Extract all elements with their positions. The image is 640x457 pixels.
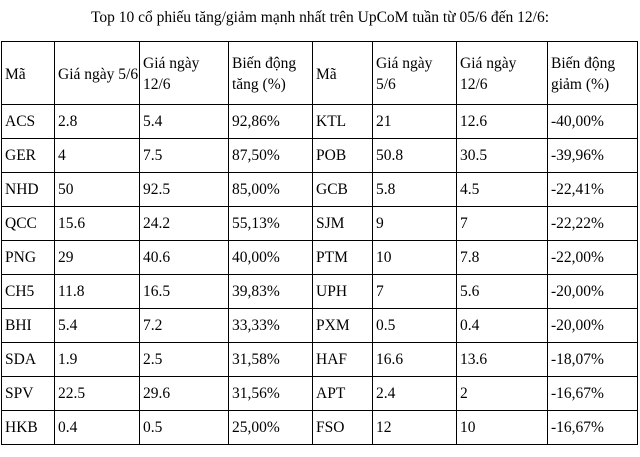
- cell-code-gainer: SDA: [2, 343, 55, 377]
- stock-movers-table: [1, 41, 638, 445]
- cell-price-12-6-loser: 10: [457, 411, 548, 445]
- cell-price-5-6-gainer: 50: [55, 173, 140, 207]
- cell-code-loser: KTL: [313, 105, 373, 139]
- cell-change-up: 40,00%: [229, 241, 313, 275]
- table-row: [2, 241, 638, 275]
- cell-code-loser: PTM: [313, 241, 373, 275]
- cell-change-up: 31,58%: [229, 343, 313, 377]
- header-row: [2, 42, 638, 105]
- cell-code-gainer: BHI: [2, 309, 55, 343]
- header-price-12-6-gainers: Giá ngày 12/6: [140, 42, 229, 105]
- cell-price-5-6-gainer: 11.8: [55, 275, 140, 309]
- cell-price-5-6-loser: 21: [373, 105, 457, 139]
- cell-change-down: -16,67%: [548, 377, 638, 411]
- header-code-gainers: Mã: [2, 42, 55, 105]
- cell-price-12-6-loser: 7.8: [457, 241, 548, 275]
- cell-price-12-6-loser: 12.6: [457, 105, 548, 139]
- cell-price-12-6-gainer: 29.6: [140, 377, 229, 411]
- header-price-5-6-losers: Giá ngày 5/6: [373, 42, 457, 105]
- header-change-down: Biến động giảm (%): [548, 42, 638, 105]
- cell-code-gainer: PNG: [2, 241, 55, 275]
- cell-code-gainer: HKB: [2, 411, 55, 445]
- table-caption: Top 10 cổ phiếu tăng/giảm mạnh nhất trên UpCoM tuần từ 05/6 đến 12/6:: [90, 9, 550, 26]
- cell-price-12-6-gainer: 0.5: [140, 411, 229, 445]
- cell-change-up: 39,83%: [229, 275, 313, 309]
- cell-price-12-6-gainer: 7.2: [140, 309, 229, 343]
- cell-price-12-6-loser: 4.5: [457, 173, 548, 207]
- header-change-up: Biến động tăng (%): [229, 42, 313, 105]
- cell-price-12-6-loser: 5.6: [457, 275, 548, 309]
- cell-price-5-6-loser: 7: [373, 275, 457, 309]
- cell-price-5-6-loser: 2.4: [373, 377, 457, 411]
- cell-price-12-6-loser: 13.6: [457, 343, 548, 377]
- cell-code-loser: HAF: [313, 343, 373, 377]
- cell-price-12-6-loser: 7: [457, 207, 548, 241]
- cell-price-5-6-loser: 16.6: [373, 343, 457, 377]
- cell-price-12-6-gainer: 16.5: [140, 275, 229, 309]
- cell-price-12-6-gainer: 7.5: [140, 139, 229, 173]
- cell-change-down: -22,41%: [548, 173, 638, 207]
- cell-code-gainer: SPV: [2, 377, 55, 411]
- cell-price-5-6-gainer: 4: [55, 139, 140, 173]
- header-price-5-6-gainers: Giá ngày 5/6: [55, 42, 140, 105]
- cell-change-up: 92,86%: [229, 105, 313, 139]
- cell-change-down: -18,07%: [548, 343, 638, 377]
- cell-change-up: 25,00%: [229, 411, 313, 445]
- header-price-12-6-losers: Giá ngày 12/6: [457, 42, 548, 105]
- cell-code-loser: PXM: [313, 309, 373, 343]
- table-row: [2, 411, 638, 445]
- cell-code-loser: GCB: [313, 173, 373, 207]
- cell-price-12-6-gainer: 2.5: [140, 343, 229, 377]
- cell-price-5-6-gainer: 29: [55, 241, 140, 275]
- cell-code-gainer: QCC: [2, 207, 55, 241]
- cell-price-5-6-loser: 10: [373, 241, 457, 275]
- cell-price-5-6-gainer: 1.9: [55, 343, 140, 377]
- cell-price-12-6-gainer: 92.5: [140, 173, 229, 207]
- cell-change-down: -16,67%: [548, 411, 638, 445]
- cell-change-down: -20,00%: [548, 309, 638, 343]
- table-row: [2, 343, 638, 377]
- cell-price-5-6-loser: 5.8: [373, 173, 457, 207]
- cell-price-5-6-gainer: 2.8: [55, 105, 140, 139]
- cell-price-5-6-gainer: 5.4: [55, 309, 140, 343]
- cell-price-5-6-gainer: 0.4: [55, 411, 140, 445]
- header-code-losers: Mã: [313, 42, 373, 105]
- cell-price-12-6-loser: 0.4: [457, 309, 548, 343]
- cell-change-down: -22,22%: [548, 207, 638, 241]
- cell-price-5-6-loser: 50.8: [373, 139, 457, 173]
- cell-code-loser: APT: [313, 377, 373, 411]
- table-row: [2, 377, 638, 411]
- table-row: [2, 275, 638, 309]
- table-row: [2, 207, 638, 241]
- cell-code-loser: UPH: [313, 275, 373, 309]
- cell-price-5-6-loser: 9: [373, 207, 457, 241]
- cell-change-down: -40,00%: [548, 105, 638, 139]
- cell-change-up: 55,13%: [229, 207, 313, 241]
- cell-change-down: -22,00%: [548, 241, 638, 275]
- cell-price-12-6-gainer: 24.2: [140, 207, 229, 241]
- cell-price-12-6-loser: 30.5: [457, 139, 548, 173]
- cell-change-up: 87,50%: [229, 139, 313, 173]
- cell-change-down: -39,96%: [548, 139, 638, 173]
- table-row: [2, 309, 638, 343]
- table-row: [2, 173, 638, 207]
- cell-code-gainer: ACS: [2, 105, 55, 139]
- table-body: [2, 105, 638, 445]
- cell-change-down: -20,00%: [548, 275, 638, 309]
- cell-price-12-6-gainer: 5.4: [140, 105, 229, 139]
- cell-code-gainer: GER: [2, 139, 55, 173]
- cell-code-loser: SJM: [313, 207, 373, 241]
- cell-price-5-6-loser: 12: [373, 411, 457, 445]
- cell-change-up: 33,33%: [229, 309, 313, 343]
- cell-price-5-6-gainer: 22.5: [55, 377, 140, 411]
- cell-price-12-6-loser: 2: [457, 377, 548, 411]
- cell-code-loser: POB: [313, 139, 373, 173]
- cell-price-12-6-gainer: 40.6: [140, 241, 229, 275]
- cell-price-5-6-gainer: 15.6: [55, 207, 140, 241]
- cell-code-loser: FSO: [313, 411, 373, 445]
- cell-change-up: 85,00%: [229, 173, 313, 207]
- cell-code-gainer: CH5: [2, 275, 55, 309]
- table-row: [2, 105, 638, 139]
- cell-price-5-6-loser: 0.5: [373, 309, 457, 343]
- cell-code-gainer: NHD: [2, 173, 55, 207]
- table-row: [2, 139, 638, 173]
- cell-change-up: 31,56%: [229, 377, 313, 411]
